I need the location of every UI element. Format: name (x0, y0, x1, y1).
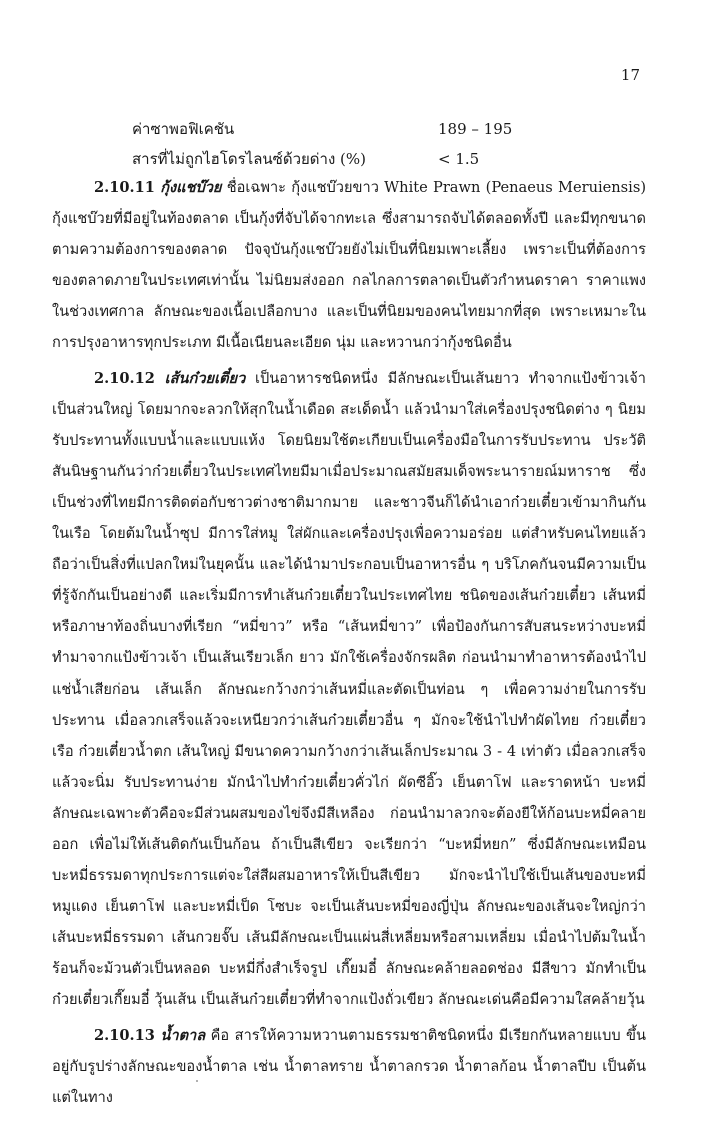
section-2-10-13 (52, 1020, 646, 1113)
section-number: 2.10.12 (94, 369, 155, 387)
property-label: สารที่ไม่ถูกไฮโดรไลนซ์ด้วยด่าง (%) (132, 150, 367, 168)
section-text: เป็นอาหารชนิดหนึ่ง มีลักษณะเป็นเส้นยาว ทำจากแป้งข้าวเจ้าเป็นส่วนใหญ่ โดยมากจะลวกให้สุกในน้ำเดือด สะเด็ดน้ำ แล้วนำมาใส่เครื่องปรุงชนิดต่าง ๆ นิยมรับประทานทั้งแบบน้ำและแบบแห้ง โดยนิยมใช้ตะเกียบเป็นเครื่องมือในการรับประทาน ประวัติสันนิษฐานกันว่าก๋วยเตี๋ยวในประเทศไทยมีมาเมื่อประมาณสมัยสมเด็จพระนารายณ์มหาราช ซึ่งเป็นช่วงที่ไทยมีการติดต่อกับชาวต่างชาติมากมาย และชาวจีนก็ได้นำเอาก๋วยเตี๋ยวเข้ามากินกันในเรือ โดยต้มในน้ำซุป มีการใส่หมู ใส่ผักและเครื่องปรุงเพื่อความอร่อย แต่สำหรับคนไทยแล้วถือว่าเป็นสิ่งที่แปลกใหม่ในยุคนั้น และได้นำมาประกอบเป็นอาหารอื่น ๆ บริโภคกันจนมีความเป็นที่รู้จักกันเป็นอย่างดี และเริ่มมีการทำเส้นก๋วยเตี๋ยวในประเทศไทย ชนิดของเส้นก๋วยเตี๋ยว เส้นหมี่ หรือภาษาท้องถิ่นบางที่เรียก “หมี่ขาว” หรือ “เส้นหมี่ขาว” เพื่อป้องกันการสับสนระหว่างบะหมี่ ทำมาจากแป้งข้าวเจ้า เป็นเส้นเรียวเล็ก ยาว มักใช้เครื่องจักรผลิต ก่อนนำมาทำอาหารต้องนำไปแช่น้ำเสียก่อน เส้นเล็ก ลักษณะกว้างกว่าเส้นหมี่และตัดเป็นท่อน ๆ เพื่อความง่ายในการรับประทาน เมื่อลวกเสร็จแล้วจะเหนียวกว่าเส้นก๋วยเตี๋ยวอื่น ๆ มักจะใช้นำไปทำผัดไทย ก๋วยเตี๋ยวเรือ ก๋วยเตี๋ยวน้ำตก เส้นใหญ่ มีขนาดความกว้างกว่าเส้นเล็กประมาณ 3 - 4 เท่าตัว เมื่อลวกเสร็จแล้วจะนิ่ม รับประทานง่าย มักนำไปทำก๋วยเตี๋ยวคั่วไก่ ผัดซีอิ๊ว เย็นตาโฟ และราดหน้า บะหมี่ ลักษณะเฉพาะตัวคือจะมีส่วนผสมของไข่จึงมีสีเหลือง ก่อนนำมาลวกจะต้องยีให้ก้อนบะหมี่คลายออก เพื่อไม่ให้เส้นติดกันเป็นก้อน ถ้าเป็นสีเขียว จะเรียกว่า “บะหมี่หยก” ซึ่งมีลักษณะเหมือนบะหมี่ธรรมดาทุกประการแต่จะใส่สีผสมอาหารให้เป็นสีเขียว มักจะนำไปใช้เป็นเส้นของบะหมี่หมูแดง เย็นตาโฟ และบะหมี่เป็ด โซบะ จะเป็นเส้นบะหมี่ของญี่ปุ่น ลักษณะของเส้นจะใหญ่กว่าเส้นบะหมี่ธรรมดา เส้นกวยจั๊บ เส้นมีลักษณะเป็นแผ่นสี่เหลี่ยมหรือสามเหลี่ยม เมื่อนำไปต้มในน้ำร้อนก็จะม้วนตัวเป็นหลอด บะหมี่กึ่งสำเร็จรูป เกี๊ยมอี๋ ลักษณะคล้ายลอดช่อง มีสีขาว มักทำเป็นก๋วยเตี๋ยวเกี๊ยมอี๋ วุ้นเส้น เป็นเส้นก๋วยเตี๋ยวที่ทำจากแป้งถั่วเขียว ลักษณะเด่นคือมีความใสคล้ายวุ้น (52, 369, 646, 1009)
body-text (52, 172, 646, 1113)
properties-table (132, 114, 532, 174)
section-title: กุ้งแชบ๊วย (160, 179, 222, 196)
section-text: คือ สารให้ความหวานตามธรรมชาติชนิดหนึ่ง มีเรียกกันหลายแบบ ขึ้นอยู่กับรูปร่างลักษณะของน้ำตาล เช่น น้ำตาลทราย น้ำตาลกรวด น้ำตาลก้อน น้ำตาลปีบ เป็นต้น แต่ในทาง (52, 1026, 647, 1106)
page-number: 17 (620, 66, 640, 84)
section-number: 2.10.13 (94, 1026, 155, 1044)
table-row (132, 114, 532, 144)
section-2-10-12 (52, 363, 646, 1016)
property-value: 189 – 195 (437, 120, 513, 138)
section-title: น้ำตาล (160, 1026, 206, 1044)
property-value: < 1.5 (437, 150, 480, 168)
section-number: 2.10.11 (94, 179, 155, 196)
section-text: ชื่อเฉพาะ กุ้งแชบ๊วยขาว White Prawn (Penaeus Meruiensis) กุ้งแชบ๊วยที่มีอยู่ในท้องตลาด เป็นกุ้งที่จับได้จากทะเล ซึ่งสามารถจับได้ตลอดทั้งปี และมีทุกขนาดตามความต้องการของตลาด ปัจจุบันกุ้งแชบ๊วยยังไม่เป็นที่นิยมเพาะเลี้ยง เพราะเป็นที่ต้องการของตลาดภายในประเทศเท่านั้น ไม่นิยมส่งออก กลไกลการตลาดเป็นตัวกำหนดราคา ราคาแพงในช่วงเทศกาล ลักษณะของเนื้อเปลือกบาง และเป็นที่นิยมของคนไทยมากที่สุด เพราะเหมาะในการปรุงอาหารทุกประเภท มีเนื้อเนียนละเอียด นุ่ม และหวานกว่ากุ้งชนิดอื่น (52, 179, 647, 352)
section-2-10-11 (52, 172, 646, 359)
section-title: เส้นก๋วยเตี๋ยว (164, 369, 246, 387)
table-row (132, 144, 532, 174)
property-label: ค่าซาพอฟิเคชัน (132, 120, 235, 138)
scan-artifact (196, 1080, 198, 1082)
